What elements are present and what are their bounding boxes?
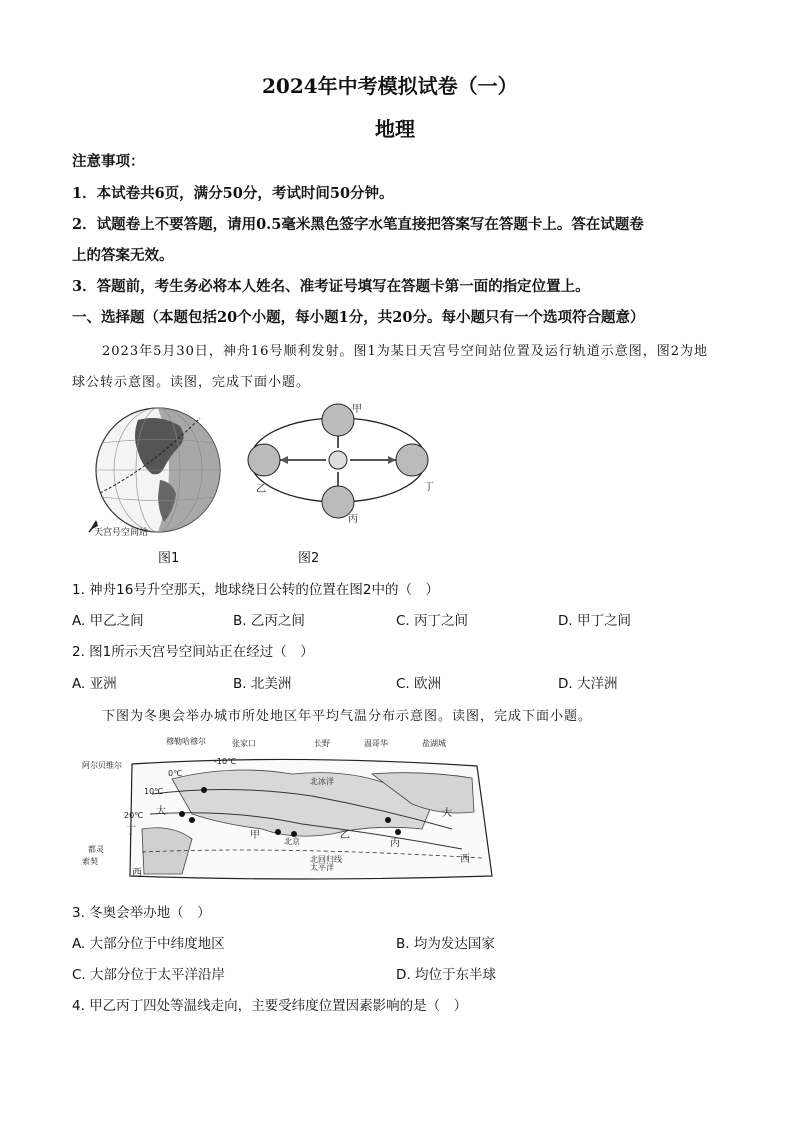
q3-option-d[interactable]: D. 均位于东半球 <box>396 967 496 983</box>
q3-option-b[interactable]: B. 均为发达国家 <box>396 936 495 952</box>
small-label: 北回归线 <box>310 855 342 864</box>
stem-1-line-1: 2023年5月30日，神舟16号顺利发射。图1为某日天宫号空间站位置及运行轨道示意图，图2为地 <box>102 344 708 359</box>
city-dot <box>189 817 195 823</box>
city-label: 都灵 <box>88 845 104 854</box>
city-label: 张家口 <box>232 739 256 748</box>
label-ding: 丁 <box>424 482 434 493</box>
figure-2-caption: 图2 <box>298 551 320 566</box>
city-label: 长野 <box>314 739 330 748</box>
q3-option-c[interactable]: C. 大部分位于太平洋沿岸 <box>72 967 226 983</box>
q2-option-d[interactable]: D. 大洋洲 <box>558 676 618 692</box>
mark-bing: 丙 <box>390 838 400 849</box>
ocean-label: 太平洋 <box>310 863 334 872</box>
label-yi: 乙 <box>256 484 266 495</box>
q2-option-c[interactable]: C. 欧洲 <box>396 676 442 692</box>
city-dot <box>385 817 391 823</box>
figure-1-globe <box>80 398 230 538</box>
note-item-1: 1．本试卷共6页，满分50分，考试时间50分钟。 <box>72 185 394 202</box>
notes-heading: 注意事项： <box>72 153 145 170</box>
isotherm-label: 0℃ <box>168 769 183 778</box>
station-label: 天宫号空间站 <box>94 528 149 538</box>
city-label: 阿尔贝维尔 <box>82 761 122 770</box>
label-jia: 甲 <box>352 404 362 415</box>
q1-option-b[interactable]: B. 乙丙之间 <box>233 613 305 629</box>
mark-da-west: 大 <box>156 806 166 817</box>
question-1: 1. 神舟16号升空那天，地球绕日公转的位置在图2中的（ ） <box>72 582 439 598</box>
figure-2-orbit <box>238 398 438 528</box>
subject-title: 地理 <box>375 117 415 141</box>
city-label: 盐湖城 <box>422 739 446 748</box>
mark-xi-east: 西 <box>460 854 470 865</box>
q3-option-a[interactable]: A. 大部分位于中纬度地区 <box>72 936 225 952</box>
city-label: 温哥华 <box>364 739 388 748</box>
mark-yi: 乙 <box>340 830 350 841</box>
earth-jia <box>322 404 354 436</box>
ocean-label: 北冰洋 <box>310 777 334 786</box>
city-dot <box>275 829 281 835</box>
isotherm-label: -10℃ <box>214 757 237 766</box>
olympics-temperature-map <box>82 734 494 884</box>
small-label: 北京 <box>284 837 300 846</box>
sun-icon <box>329 451 347 469</box>
earth-yi <box>248 444 280 476</box>
city-label: 索契 <box>82 857 98 866</box>
isotherm-label: 10℃ <box>144 787 164 796</box>
note-item-3: 3．答题前，考生务必将本人姓名、准考证号填写在答题卡第一面的指定位置上。 <box>72 278 590 295</box>
city-dot <box>179 811 185 817</box>
q1-option-d[interactable]: D. 甲丁之间 <box>558 613 631 629</box>
label-bing: 丙 <box>348 514 358 525</box>
question-3: 3. 冬奥会举办地（ ） <box>72 905 211 921</box>
note-item-2-cont: 上的答案无效。 <box>72 247 174 264</box>
figure-1-caption: 图1 <box>158 551 180 566</box>
q1-option-a[interactable]: A. 甲乙之间 <box>72 613 144 629</box>
question-2: 2. 图1所示天宫号空间站正在经过（ ） <box>72 644 314 660</box>
q1-option-c[interactable]: C. 丙丁之间 <box>396 613 469 629</box>
stem-2: 下图为冬奥会举办城市所处地区年平均气温分布示意图。读图，完成下面小题。 <box>102 709 593 724</box>
q2-option-a[interactable]: A. 亚洲 <box>72 676 117 692</box>
city-dot <box>201 787 207 793</box>
exam-title: 2024年中考模拟试卷（一） <box>262 74 518 98</box>
mark-da-east: 大 <box>442 808 452 819</box>
isotherm-label: 20℃ <box>124 811 144 820</box>
question-4: 4. 甲乙丙丁四处等温线走向，主要受纬度位置因素影响的是（ ） <box>72 998 468 1014</box>
city-label: 穆勒哈穆尔 <box>166 737 206 746</box>
earth-ding <box>396 444 428 476</box>
mark-ding: 丁 <box>126 826 136 837</box>
mark-xi-west: 西 <box>132 868 142 879</box>
stem-1-line-2: 球公转示意图。读图，完成下面小题。 <box>72 375 311 390</box>
mark-jia: 甲 <box>250 830 260 841</box>
q2-option-b[interactable]: B. 北美洲 <box>233 676 292 692</box>
note-item-2: 2．试题卷上不要答题，请用0.5毫米黑色签字水笔直接把答案写在答题卡上。答在试题卷 <box>72 216 644 233</box>
city-dot <box>395 829 401 835</box>
section-1-heading: 一、选择题（本题包括20个小题，每小题1分，共20分。每小题只有一个选项符合题意） <box>72 309 645 326</box>
